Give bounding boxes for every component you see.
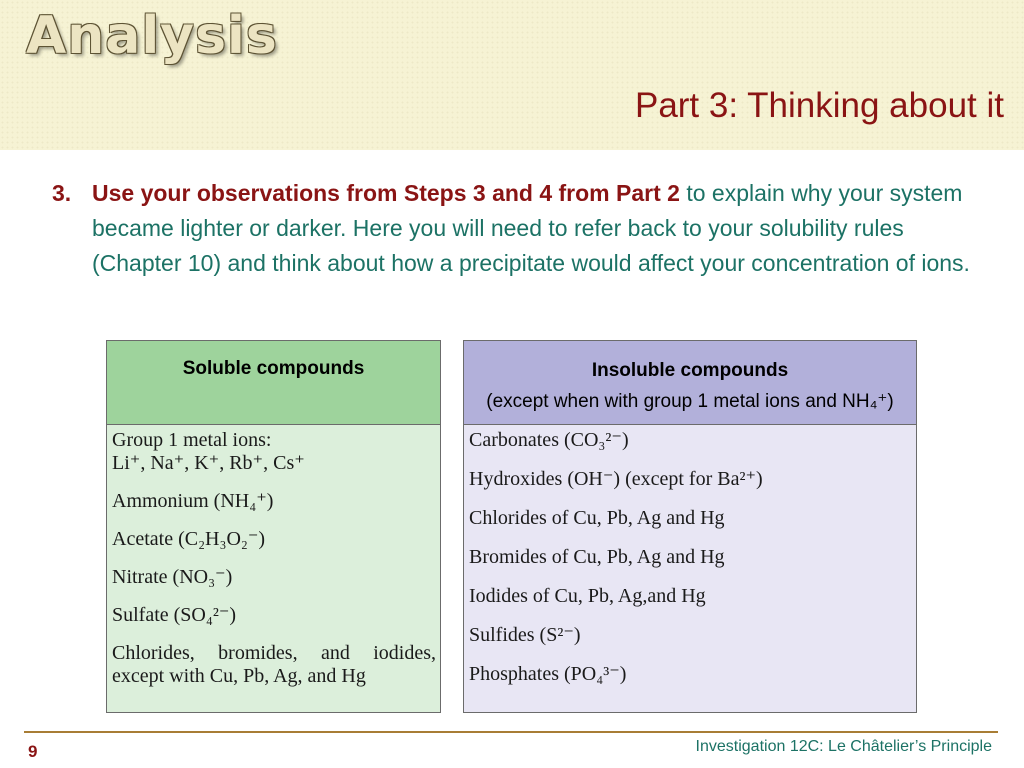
- halides-line2: except with Cu, Pb, Ag, and Hg: [112, 665, 366, 687]
- page-number: 9: [28, 742, 38, 761]
- list-item-hydroxides: Hydroxides (OH⁻) (except for Ba²⁺): [469, 468, 763, 490]
- question-bold-text: Use your observations from Steps 3 and 4 from Part 2: [92, 180, 680, 206]
- list-item-acetate: Acetate (C₂H₃O₂⁻): [112, 528, 266, 550]
- question-text: [92, 176, 982, 281]
- soluble-compounds-table: [106, 340, 441, 713]
- list-item-carbonates: Carbonates (CO₃²⁻): [469, 429, 629, 451]
- footer-divider: [24, 731, 998, 733]
- soluble-list: [107, 425, 441, 713]
- soluble-heading: Soluble compounds: [107, 341, 441, 425]
- question-block: [52, 176, 982, 281]
- question-rest-text: to explain why your system became lighter or darker. Here you will need to refer back to your solubility rules (Chapter 10) and think about how a precipitate would affect your concentration of ions.: [92, 180, 970, 276]
- question-number: 3.: [52, 180, 72, 206]
- section-title: Analysis: [26, 6, 278, 66]
- group1-label: Group 1 metal ions:: [112, 429, 272, 451]
- list-item-phosphates: Phosphates (PO₄³⁻): [469, 663, 627, 685]
- insoluble-header-cell: [464, 341, 917, 425]
- group1-ions: Li⁺, Na⁺, K⁺, Rb⁺, Cs⁺: [112, 452, 305, 474]
- insoluble-compounds-table: [463, 340, 917, 713]
- list-item-bromides: Bromides of Cu, Pb, Ag and Hg: [469, 546, 725, 568]
- list-item-sulfate: Sulfate (SO₄²⁻): [112, 604, 237, 626]
- list-item: [112, 429, 436, 475]
- halides-line1: Chlorides, bromides, and iodides,: [112, 642, 436, 664]
- list-item-iodides: Iodides of Cu, Pb, Ag,and Hg: [469, 585, 706, 607]
- slide-header: [0, 0, 1024, 150]
- footer-title: Investigation 12C: Le Châtelier’s Principle: [695, 738, 992, 755]
- slide-title: Part 3: Thinking about it: [634, 86, 1004, 125]
- list-item-sulfides: Sulfides (S²⁻): [469, 624, 581, 646]
- list-item-halides: [112, 642, 436, 688]
- list-item-chlorides: Chlorides of Cu, Pb, Ag and Hg: [469, 507, 725, 529]
- list-item-nitrate: Nitrate (NO₃⁻): [112, 566, 233, 588]
- insoluble-list: [464, 425, 917, 713]
- insoluble-subheading: (except when with group 1 metal ions and NH₄⁺): [486, 391, 894, 412]
- list-item-ammonium: Ammonium (NH₄⁺): [112, 490, 274, 512]
- insoluble-heading: Insoluble compounds: [591, 360, 789, 381]
